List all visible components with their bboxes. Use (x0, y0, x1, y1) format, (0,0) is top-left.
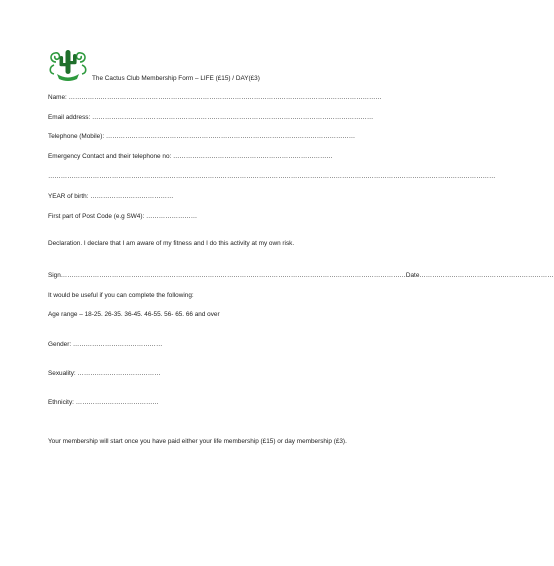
emergency-contact-line-2[interactable]: ………………………………………………………………………………………………………………………………………………………………………………………… (48, 173, 496, 180)
declaration-text: Declaration. I declare that I am aware of my fitness and I do this activity at my own risk. (48, 240, 295, 247)
emergency-contact-field[interactable]: Emergency Contact and their telephone no: ………………………………………………………………… (48, 153, 333, 160)
optional-info-heading: It would be useful if you can complete the following: (48, 292, 194, 299)
right-swirl-icon (77, 53, 86, 74)
membership-note: Your membership will start once you have paid either your life membership (£15) or day membership (£3). (48, 438, 347, 445)
sexuality-field[interactable]: Sexuality: ………………………………… (48, 370, 161, 377)
pot-icon (57, 74, 79, 81)
postcode-field[interactable]: First part of Post Code (e.g SW4): …………………… (48, 213, 198, 220)
email-field[interactable]: Email address: …………………………………………………………………………………………………………………… (48, 114, 374, 121)
age-range-options[interactable]: Age range – 18-25. 26-35. 36-45. 46-55. 56- 65. 66 and over (48, 311, 220, 318)
gender-field[interactable]: Gender: …………………………………… (48, 341, 163, 348)
name-field[interactable]: Name: ………………………………………………………………………………………………………………………………… (48, 94, 382, 101)
left-swirl-icon (50, 53, 59, 74)
signature-date-field[interactable]: Sign………………………………………………………………………………………………………………………………………………Date……………………………………………………… (48, 272, 554, 279)
year-of-birth-field[interactable]: YEAR of birth: ………………………………… (48, 193, 174, 200)
form-title: The Cactus Club Membership Form – LIFE (£15) / DAY(£3) (92, 75, 260, 82)
telephone-field[interactable]: Telephone (Mobile): ……………………………………………………………………………………………………… (48, 133, 356, 140)
ethnicity-field[interactable]: Ethnicity: ………………………………… (48, 399, 159, 406)
cactus-icon (60, 50, 77, 74)
cactus-club-logo (46, 46, 90, 82)
